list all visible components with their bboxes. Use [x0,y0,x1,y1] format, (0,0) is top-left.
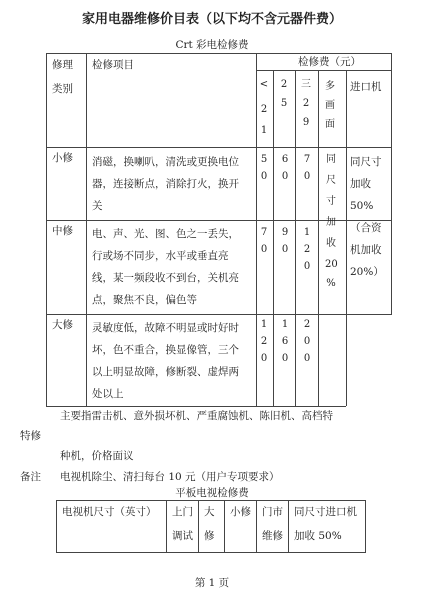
crt-table-title: Crt 彩电检修费 [175,39,249,51]
row-medium-fee-29: 1 2 0 [303,227,311,272]
row-major-fee-21: 1 2 0 [260,319,268,364]
row-minor-item-2: 器，连接断点，消除打火，换开 [92,178,239,190]
row-major-item-4: 处以上 [92,388,124,400]
flat-col-store-1: 门市 [262,506,283,518]
row-major-item-3: 以上明显故障，修断裂、虚焊两 [92,366,239,378]
row-minor-type: 小修 [52,152,73,164]
row-minor-fee-29: 7 0 [303,154,311,182]
flat-col-onsite-1: 上门 [172,506,193,518]
row-minor-item-3: 关 [92,200,103,212]
remark-text: 电视机除尘、清扫每台 10 元（用户专项要求） [60,471,280,483]
type-header-line1: 修理 [52,59,73,71]
flat-col-major-2: 修 [204,530,215,542]
row-medium-type: 中修 [52,225,73,237]
document-page: 家用电器维修价目表（以下均不含元器件费） Crt 彩电检修费 修理 类别 检修项目 检修费（元） < 2 1 2 5 三 2 9 多 画 面 进口机 小修 消磁，换喇叭，清洗或更换电位 器，连接断点，消除打火，换开 关 5 0 6 0 7 0 中修 电、声、光、图、色之一丢失， 行或场不同步，水平或垂直亮 线，某一频段收不到台，关机亮 点，聚焦不良，偏色等 7 0 9 0 1 2 0 大修 灵敏度低，故障不明显或时好时 坏，色不重合，换显像管，三个 以上明显故障，修断裂、虚焊两 处以上 1 2 0 1 6 0 2 0 0 同 尺 寸 加 收 20 % 同尺寸 加收 50% （合资 机加收 20%） 主要指雷击机、意外损坏机、严重腐蚀机、陈旧机、高档特 特修 种机，价格面议 备注 电视机除尘、清扫每台 10 元（用户专项要求） 平板电视检修费 电视机尺寸（英寸） 上门 调试 大 修 小修 门市 维修 同尺寸进口机 加收 50% 第 1 页 [0,0,424,600]
page-title: 家用电器维修价目表（以下均不含元器件费） [81,12,342,27]
special-repair-label: 特修 [20,430,41,442]
special-repair-line1: 主要指雷击机、意外损坏机、严重腐蚀机、陈旧机、高档特 [60,410,333,422]
row-minor-fee-25: 6 0 [281,154,289,182]
row-major-item-1: 灵敏度低，故障不明显或时好时 [92,322,239,334]
row-major-fee-29: 2 0 0 [303,319,311,364]
flat-col-onsite-2: 调试 [172,530,193,542]
row-major-fee-25: 1 6 0 [281,319,289,364]
size-header-under-21: < 2 1 [259,79,269,136]
row-medium-item-4: 点，聚焦不良，偏色等 [92,294,197,306]
row-major-item-2: 坏，色不重合，换显像管，三个 [92,344,239,356]
type-header-line2: 类别 [52,83,73,95]
flat-col-import-1: 同尺寸进口机 [294,506,357,518]
row-minor-fee-21: 5 0 [260,154,268,182]
fee-header: 检修费（元） [298,56,361,68]
flat-col-store-2: 维修 [262,530,283,542]
page-number: 第 1 页 [194,577,230,589]
row-medium-item-3: 线，某一频段收不到台，关机亮 [92,272,239,284]
special-repair-line2: 种机，价格面议 [60,450,134,462]
flat-col-import-2: 加收 50% [294,530,342,542]
row-medium-fee-21: 7 0 [260,227,268,255]
items-header: 检修项目 [92,59,134,71]
multi-screen-header: 多 画 面 [325,81,335,130]
size-header-25: 2 5 [280,79,288,109]
flat-col-size: 电视机尺寸（英寸） [62,506,157,518]
flat-col-minor: 小修 [230,506,251,518]
row-medium-item-2: 行或场不同步，水平或垂直亮 [92,250,229,262]
remark-label: 备注 [20,471,41,483]
row-medium-item-1: 电、声、光、图、色之一丢失， [92,228,239,240]
row-major-type: 大修 [52,319,73,331]
flat-table-title: 平板电视检修费 [175,487,249,499]
row-minor-item-1: 消磁，换喇叭，清洗或更换电位 [92,156,239,168]
import-header: 进口机 [350,81,382,93]
size-header-29: 三 2 9 [301,79,311,128]
row-medium-fee-25: 9 0 [281,227,289,255]
flat-col-major-1: 大 [204,506,215,518]
multi-screen-surcharge-note: 同 尺 寸 加 收 20 % [325,154,338,289]
